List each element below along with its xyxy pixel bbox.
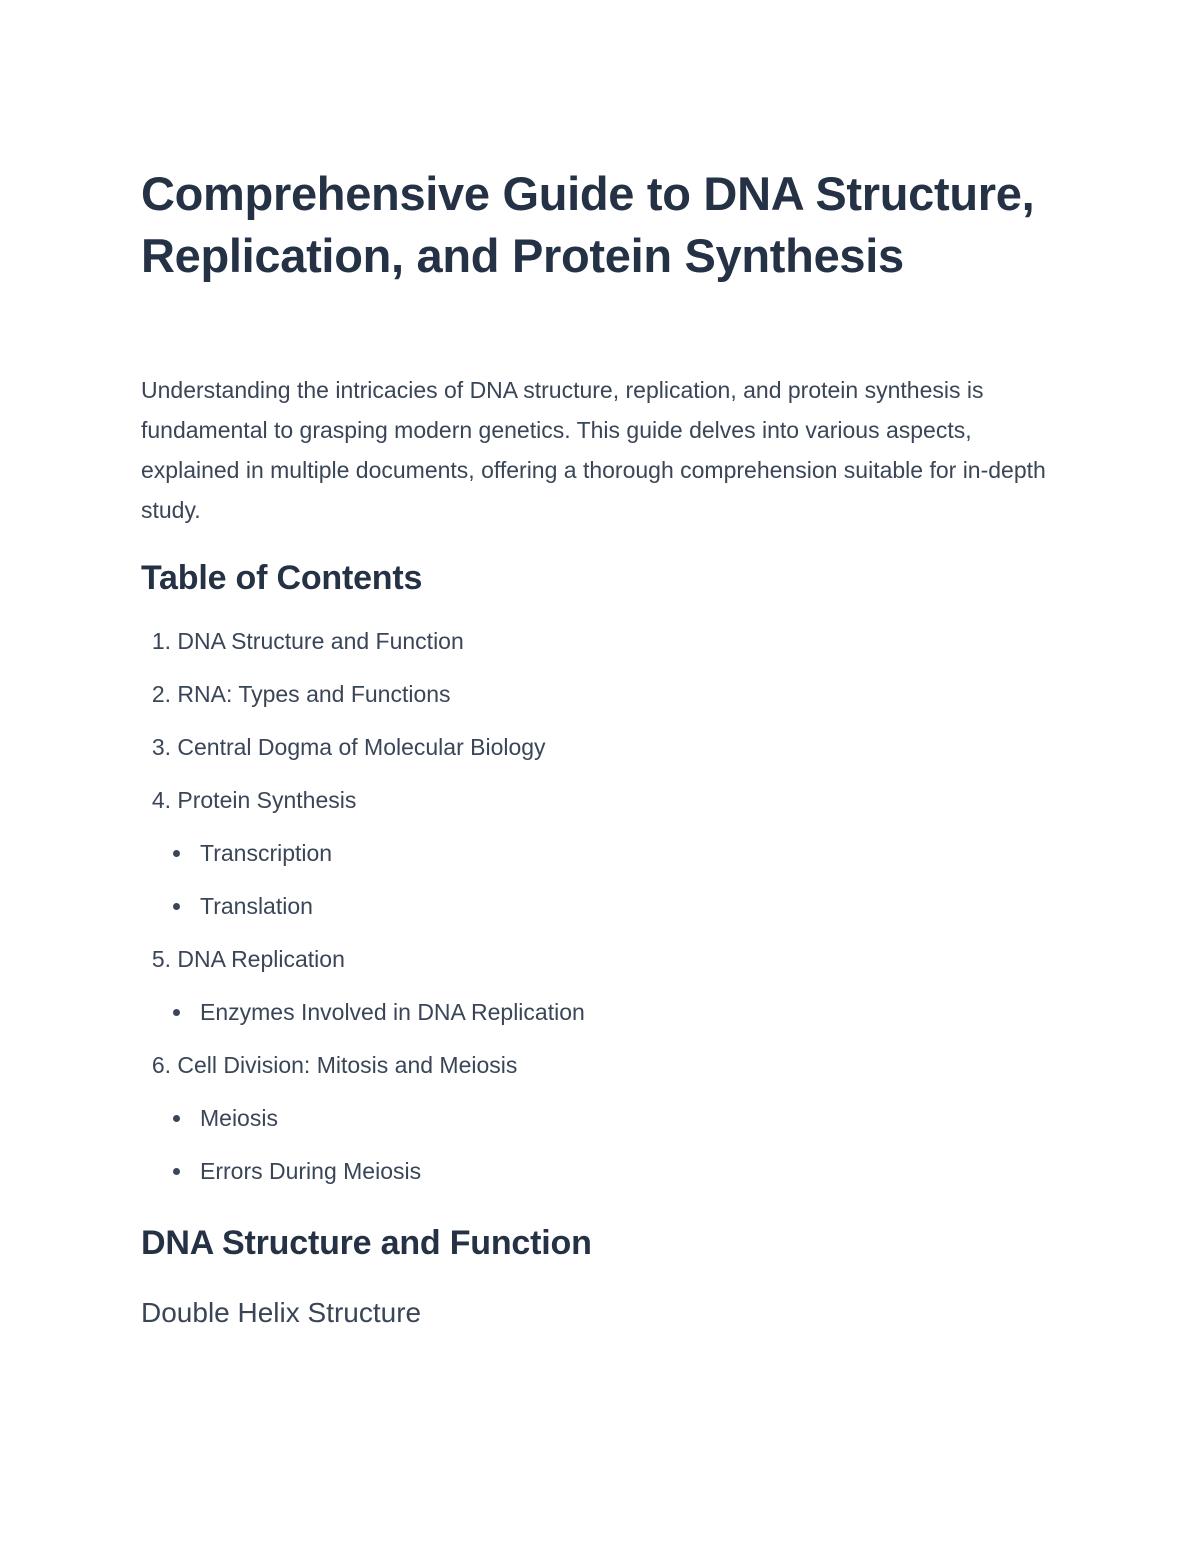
toc-item-label: Protein Synthesis (177, 787, 357, 813)
toc-entry[interactable] (141, 944, 1061, 997)
toc-item-label: DNA Replication (177, 946, 345, 972)
bullet-icon (173, 903, 180, 910)
toc-item (141, 626, 1061, 679)
toc-subitem-label: Enzymes Involved in DNA Replication (200, 999, 585, 1025)
toc-entry[interactable] (141, 732, 1061, 785)
toc-item (141, 785, 1061, 944)
toc-item-label: Central Dogma of Molecular Biology (177, 734, 546, 760)
toc-entry[interactable] (141, 785, 1061, 838)
toc-subitem[interactable] (141, 997, 1061, 1050)
toc-item (141, 732, 1061, 785)
toc-entry[interactable] (141, 679, 1061, 732)
toc-item-number: 1. (151, 628, 171, 654)
section-heading-dna-structure: DNA Structure and Function (141, 1224, 592, 1262)
toc-subitem-label: Transcription (200, 840, 333, 866)
toc-item-label: RNA: Types and Functions (177, 681, 451, 707)
bullet-icon (173, 850, 180, 857)
toc-subitem[interactable] (141, 1103, 1061, 1156)
bullet-icon (173, 1009, 180, 1016)
document-title: Comprehensive Guide to DNA Structure, Replication, and Protein Synthesis (141, 167, 1035, 282)
intro-paragraph: Understanding the intricacies of DNA structure, replication, and protein synthesis is fundamental to grasping modern genetics. This guide delves into various aspects, explained in multiple documents, offering a thorough comprehension suitable for in-depth study. (141, 377, 1046, 523)
toc-subitem[interactable] (141, 838, 1061, 891)
toc-entry[interactable] (141, 626, 1061, 679)
toc-item-number: 4. (151, 787, 171, 813)
toc-sublist (141, 1103, 1061, 1209)
subsection-heading-double-helix: Double Helix Structure (141, 1297, 422, 1328)
toc-item (141, 944, 1061, 1050)
toc-item-number: 3. (151, 734, 171, 760)
toc-subitem[interactable] (141, 891, 1061, 944)
toc-item (141, 679, 1061, 732)
toc-subitem[interactable] (141, 1156, 1061, 1209)
toc-item-number: 2. (151, 681, 171, 707)
toc-subitem-label: Translation (200, 893, 313, 919)
toc-item-label: DNA Structure and Function (177, 628, 464, 654)
toc-item-number: 6. (151, 1052, 171, 1078)
toc-sublist (141, 997, 1061, 1050)
bullet-icon (173, 1115, 180, 1122)
toc-heading: Table of Contents (141, 559, 423, 597)
toc-entry[interactable] (141, 1050, 1061, 1103)
toc-sublist (141, 838, 1061, 944)
toc-item-number: 5. (151, 946, 171, 972)
toc-subitem-label: Meiosis (200, 1105, 278, 1131)
table-of-contents (141, 626, 1061, 1209)
toc-subitem-label: Errors During Meiosis (200, 1158, 422, 1184)
toc-item-label: Cell Division: Mitosis and Meiosis (177, 1052, 518, 1078)
bullet-icon (173, 1168, 180, 1175)
toc-item (141, 1050, 1061, 1209)
